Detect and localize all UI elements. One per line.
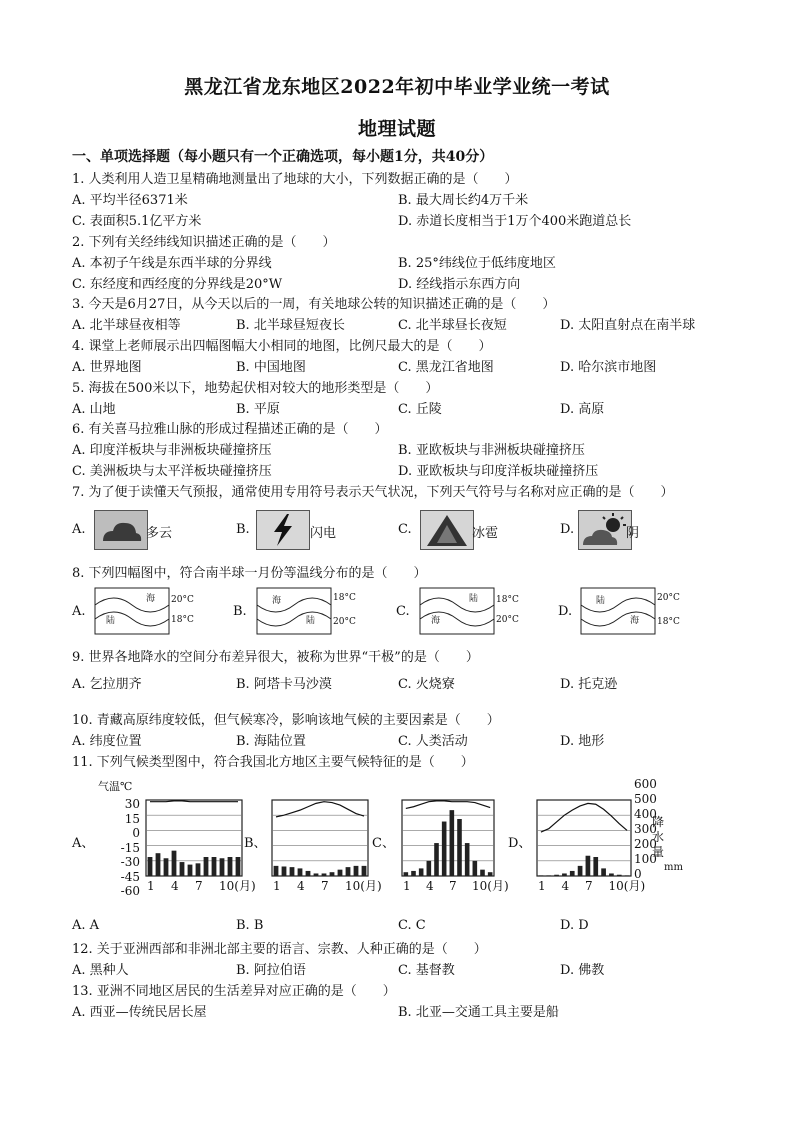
month-tick: 4	[297, 879, 305, 893]
precip-bar	[204, 857, 209, 876]
q12-option-b: B. 阿拉伯语	[236, 963, 306, 978]
q6-option-a: A. 印度洋板块与非洲板块碰撞挤压	[72, 443, 272, 458]
q7-option-a-label: 多云	[146, 526, 173, 541]
map-a-bottom-label: 陆	[106, 616, 116, 626]
precip-tick: 0	[634, 867, 642, 881]
map-b-temp-2: 20°C	[333, 617, 356, 627]
precip-bar	[450, 810, 455, 876]
q8-option-d-letter: D.	[558, 604, 573, 619]
q1-option-d: D. 赤道长度相当于1万个400米跑道总长	[398, 214, 632, 229]
precip-bar	[236, 857, 241, 876]
temperature-line	[541, 803, 627, 832]
month-tick: 7	[449, 879, 457, 893]
month-tick: 1	[403, 879, 411, 893]
q7-option-b-label: 闪电	[310, 526, 337, 541]
temp-tick: -15	[120, 840, 140, 855]
precip-bar	[539, 875, 544, 876]
temperature-line	[406, 801, 490, 809]
q4-option-d: D. 哈尔滨市地图	[560, 360, 657, 375]
q10-option-a: A. 纬度位置	[72, 734, 142, 749]
precip-bar	[570, 871, 575, 876]
question-7: 7. 为了便于读懂天气预报，通常使用专用符号表示天气状况，下列天气符号与名称对应正确的是（ ）	[72, 485, 674, 500]
temp-axis-title: 气温℃	[98, 780, 133, 793]
question-5: 5. 海拔在500米以下，地势起伏相对较大的地形类型是（ ）	[72, 381, 439, 396]
q12-option-c: C. 基督教	[398, 963, 455, 978]
map-b-temp-1: 18°C	[333, 593, 356, 603]
precip-bar	[586, 856, 591, 876]
question-1: 1. 人类利用人造卫星精确地测量出了地球的大小，下列数据正确的是（ ）	[72, 172, 518, 187]
precip-bar	[442, 822, 447, 876]
q5-option-d: D. 高原	[560, 402, 605, 417]
chart-frame	[537, 800, 631, 876]
q4-option-c: C. 黑龙江省地图	[398, 360, 494, 375]
q10-option-d: D. 地形	[560, 734, 605, 749]
q7-option-c-letter: C.	[398, 522, 412, 537]
question-11: 11. 下列气候类型图中，符合我国北方地区主要气候特征的是（ ）	[72, 755, 474, 770]
precip-tick: 200	[634, 837, 657, 851]
precip-bar	[434, 843, 439, 876]
precip-bar	[354, 866, 359, 876]
q12-option-a: A. 黑种人	[72, 963, 129, 978]
temp-tick: -60	[120, 884, 140, 898]
q11-option-a: A. A	[72, 918, 100, 933]
precip-bar	[156, 853, 161, 876]
chart-d-label: D、	[508, 836, 532, 851]
exam-subtitle: 地理试题	[357, 118, 436, 140]
temperature-line	[150, 801, 238, 802]
precip-bar	[180, 862, 185, 876]
precip-bar	[562, 873, 567, 876]
question-3: 3. 今天是6月27日，从今天以后的一周，有关地球公转的知识描述正确的是（ ）	[72, 297, 556, 312]
question-2: 2. 下列有关经纬线知识描述正确的是（ ）	[72, 235, 336, 250]
q6-option-b: B. 亚欧板块与非洲板块碰撞挤压	[398, 443, 585, 458]
map-b-top-label: 海	[272, 596, 282, 606]
month-tick: 7	[585, 879, 593, 893]
precip-bar	[338, 870, 343, 876]
map-b-bottom-label: 陆	[306, 616, 316, 626]
q5-option-a: A. 山地	[72, 402, 116, 417]
temperature-line	[276, 802, 364, 817]
precip-bar	[480, 870, 485, 876]
question-6: 6. 有关喜马拉雅山脉的形成过程描述正确的是（ ）	[72, 422, 388, 437]
map-d-temp-1: 20°C	[657, 593, 680, 603]
precip-bar	[601, 868, 606, 876]
precip-bar	[625, 875, 630, 876]
precip-bar	[172, 851, 177, 876]
q8-option-a-letter: A.	[72, 604, 86, 619]
precip-bar	[274, 866, 279, 876]
month-tick: 1	[538, 879, 546, 893]
question-10: 10. 青藏高原纬度较低，但气候寒冷，影响该地气候的主要因素是（ ）	[72, 713, 500, 728]
q9-option-a: A. 乞拉朋齐	[72, 677, 142, 692]
map-c-temp-1: 18°C	[496, 595, 519, 605]
q11-option-d: D. D	[560, 918, 589, 933]
precip-bar	[164, 858, 169, 876]
precip-title-char-1: 降	[652, 815, 665, 829]
q7-option-d-letter: D.	[560, 522, 575, 537]
q6-option-c: C. 美洲板块与太平洋板块碰撞挤压	[72, 464, 272, 479]
temp-tick: 0	[132, 826, 140, 840]
temp-tick: 30	[124, 797, 140, 811]
isotherm-map-d	[580, 587, 680, 635]
lightning-weather-icon	[256, 510, 310, 550]
q2-option-d: D. 经线指示东西方向	[398, 277, 521, 292]
q11-option-b: B. B	[236, 918, 264, 933]
precip-bar	[593, 857, 598, 876]
precip-bar	[488, 872, 493, 876]
precip-title-char-3: 量	[652, 845, 665, 859]
precip-bar	[282, 867, 287, 877]
precip-bar	[330, 872, 335, 876]
precip-bar	[457, 819, 462, 876]
q9-option-c: C. 火烧寮	[398, 677, 455, 692]
month-tick: 4	[426, 879, 434, 893]
q8-option-c-letter: C.	[396, 604, 410, 619]
precip-unit: mm	[664, 862, 683, 873]
isotherm-map-b	[256, 587, 356, 635]
precip-bar	[306, 871, 311, 876]
precip-bar	[290, 867, 295, 876]
q13-option-b: B. 北亚—交通工具主要是船	[398, 1005, 559, 1020]
chart-frame	[272, 800, 368, 876]
month-tick: 10(月)	[608, 879, 646, 893]
q4-option-a: A. 世界地图	[72, 360, 142, 375]
month-tick: 10(月)	[219, 879, 256, 893]
q5-option-b: B. 平原	[236, 402, 280, 417]
q2-option-c: C. 东经度和西经度的分界线是20°W	[72, 277, 283, 292]
q4-option-b: B. 中国地图	[236, 360, 306, 375]
precip-tick: 500	[634, 792, 657, 806]
q7-option-a-letter: A.	[72, 522, 86, 537]
precip-tick: 100	[634, 852, 657, 866]
precip-bar	[314, 873, 319, 876]
precip-bar	[419, 868, 424, 876]
isotherm-map-c	[419, 587, 519, 635]
precip-bar	[411, 871, 416, 876]
precip-bar	[298, 868, 303, 876]
q2-option-a: A. 本初子午线是东西半球的分界线	[72, 256, 272, 271]
chart-b-label: B、	[244, 836, 267, 851]
precip-bar	[228, 857, 233, 876]
map-a-temp-1: 20°C	[171, 595, 194, 605]
q1-option-b: B. 最大周长约4万千米	[398, 193, 529, 208]
precip-bar	[220, 858, 225, 876]
q7-option-c-label: 冰雹	[472, 526, 499, 541]
temp-tick: -30	[120, 855, 140, 869]
q3-option-c: C. 北半球昼长夜短	[398, 318, 507, 333]
precip-bar	[346, 867, 351, 876]
precip-bar	[546, 875, 551, 876]
q3-option-b: B. 北半球昼短夜长	[236, 318, 345, 333]
precip-tick: 300	[634, 822, 657, 836]
precip-bar	[617, 875, 622, 876]
month-tick: 1	[273, 879, 281, 893]
precip-bar	[212, 857, 217, 876]
exam-title: 黑龙江省龙东地区2022年初中毕业学业统一考试	[184, 76, 610, 98]
q3-option-d: D. 太阳直射点在南半球	[560, 318, 696, 333]
q7-option-d-label: 阴	[626, 526, 640, 541]
map-c-temp-2: 20°C	[496, 615, 519, 625]
temp-tick: 15	[124, 811, 140, 826]
precip-bar	[148, 857, 153, 876]
month-tick: 7	[321, 879, 329, 893]
q10-option-b: B. 海陆位置	[236, 734, 306, 749]
month-tick: 10(月)	[472, 879, 509, 893]
q2-option-b: B. 25°纬线位于低纬度地区	[398, 256, 556, 271]
map-c-top-label: 陆	[469, 594, 479, 604]
q5-option-c: C. 丘陵	[398, 402, 442, 417]
question-4: 4. 课堂上老师展示出四幅图幅大小相同的地图，比例尺最大的是（ ）	[72, 339, 492, 354]
chart-c-label: C、	[372, 836, 395, 851]
q8-option-b-letter: B.	[233, 604, 247, 619]
precip-title-char-2: 水	[652, 830, 665, 844]
precip-bar	[404, 872, 409, 876]
chart-a-label: A、	[72, 836, 95, 851]
precip-bar	[473, 861, 478, 876]
q7-option-b-letter: B.	[236, 522, 250, 537]
hail-weather-icon	[420, 510, 474, 550]
question-13: 13. 亚洲不同地区居民的生活差异对应正确的是（ ）	[72, 984, 396, 999]
q1-option-c: C. 表面积5.1亿平方米	[72, 214, 202, 229]
month-tick: 10(月)	[345, 879, 382, 893]
section-heading: 一、单项选择题（每小题只有一个正确选项，每小题1分，共40分）	[72, 149, 494, 165]
map-a-top-label: 海	[146, 594, 156, 604]
map-a-temp-2: 18°C	[171, 615, 194, 625]
q6-option-d: D. 亚欧板块与印度洋板块碰撞挤压	[398, 464, 599, 479]
q12-option-d: D. 佛教	[560, 963, 605, 978]
cloudy-weather-icon	[94, 510, 148, 550]
precip-bar	[427, 861, 432, 876]
month-tick: 4	[171, 879, 179, 893]
precip-bar	[188, 865, 193, 876]
chart-frame	[402, 800, 494, 876]
q11-option-c: C. C	[398, 918, 426, 933]
precip-tick: 400	[634, 807, 657, 821]
precip-bar	[322, 873, 327, 876]
q3-option-a: A. 北半球昼夜相等	[72, 318, 181, 333]
question-9: 9. 世界各地降水的空间分布差异很大，被称为世界“干极”的是（ ）	[72, 650, 479, 665]
q13-option-a: A. 西亚—传统民居长屋	[72, 1005, 207, 1020]
q9-option-d: D. 托克逊	[560, 677, 618, 692]
precip-bar	[554, 875, 559, 876]
map-d-top-label: 陆	[596, 596, 606, 606]
precip-tick: 600	[634, 777, 657, 791]
question-12: 12. 关于亚洲西部和非洲北部主要的语言、宗教、人种正确的是（ ）	[72, 942, 487, 957]
map-d-bottom-label: 海	[630, 616, 640, 626]
map-c-bottom-label: 海	[431, 616, 441, 626]
month-tick: 7	[195, 879, 203, 893]
precip-bar	[609, 873, 614, 876]
sunny-cloudy-weather-icon	[578, 510, 632, 550]
q1-option-a: A. 平均半径6371米	[72, 193, 188, 208]
precip-bar	[196, 863, 201, 876]
isotherm-map-a	[94, 587, 194, 635]
map-d-temp-2: 18°C	[657, 617, 680, 627]
precip-bar	[578, 866, 583, 876]
q10-option-c: C. 人类活动	[398, 734, 468, 749]
month-tick: 4	[561, 879, 570, 893]
precip-bar	[465, 843, 470, 876]
precip-bar	[362, 866, 367, 876]
question-8: 8. 下列四幅图中，符合南半球一月份等温线分布的是（ ）	[72, 566, 427, 581]
climate-charts	[0, 778, 794, 908]
q9-option-b: B. 阿塔卡马沙漠	[236, 677, 332, 692]
temp-tick: -45	[120, 869, 140, 884]
month-tick: 1	[147, 879, 155, 893]
